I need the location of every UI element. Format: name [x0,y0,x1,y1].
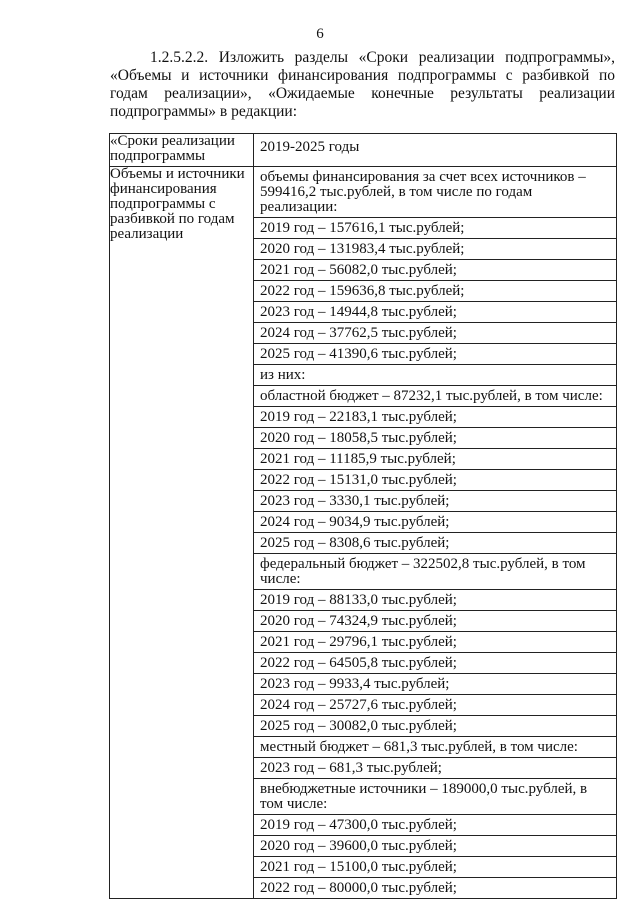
row-label: Объемы и источники финансирования подпрограммы с разбивкой по годам реализации [110,166,245,242]
funding-line: 2024 год – 25727,6 тыс.рублей; [254,695,616,716]
funding-line: 2024 год – 9034,9 тыс.рублей; [254,512,616,533]
funding-line: 2024 год – 37762,5 тыс.рублей; [254,323,616,344]
program-parameters-table [109,133,617,899]
funding-line: местный бюджет – 681,3 тыс.рублей, в том числе: [254,737,616,758]
funding-line: внебюджетные источники – 189000,0 тыс.рублей, в том числе: [254,779,616,815]
funding-line: 2025 год – 8308,6 тыс.рублей; [254,533,616,554]
funding-line: 2019 год – 157616,1 тыс.рублей; [254,218,616,239]
funding-line: объемы финансирования за счет всех источников – 599416,2 тыс.рублей, в том числе по годам реализации: [254,167,616,218]
funding-line: 2022 год – 64505,8 тыс.рублей; [254,653,616,674]
row-label-cell [110,167,254,899]
funding-line: 2023 год – 9933,4 тыс.рублей; [254,674,616,695]
funding-line: 2022 год – 159636,8 тыс.рублей; [254,281,616,302]
funding-line: 2021 год – 29796,1 тыс.рублей; [254,632,616,653]
intro-paragraph-block [110,49,615,121]
funding-line: 2019 год – 22183,1 тыс.рублей; [254,407,616,428]
funding-line: 2020 год – 39600,0 тыс.рублей; [254,836,616,857]
funding-line: 2025 год – 30082,0 тыс.рублей; [254,716,616,737]
funding-line: 2020 год – 131983,4 тыс.рублей; [254,239,616,260]
funding-line: 2021 год – 56082,0 тыс.рублей; [254,260,616,281]
funding-line: 2023 год – 681,3 тыс.рублей; [254,758,616,779]
funding-line: 2020 год – 18058,5 тыс.рублей; [254,428,616,449]
funding-line: из них: [254,365,616,386]
table-row [110,134,617,167]
funding-line: федеральный бюджет – 322502,8 тыс.рублей, в том числе: [254,554,616,590]
funding-line: 2023 год – 3330,1 тыс.рублей; [254,491,616,512]
intro-paragraph: 1.2.5.2.2. Изложить разделы «Сроки реализации подпрограммы», «Объемы и источники финансирования подпрограммы с разбивкой по годам реализации», «Ожидаемые конечные результаты реализации подпрограммы» в редакции: [110,49,615,120]
page-number: 6 [316,26,324,42]
funding-line: 2019 год – 47300,0 тыс.рублей; [254,815,616,836]
row-label-cell [110,134,254,167]
funding-line: 2023 год – 14944,8 тыс.рублей; [254,302,616,323]
row-value: 2019-2025 годы [260,139,360,155]
funding-line: 2022 год – 15131,0 тыс.рублей; [254,470,616,491]
funding-line: 2019 год – 88133,0 тыс.рублей; [254,590,616,611]
funding-line: 2021 год – 11185,9 тыс.рублей; [254,449,616,470]
table-row [110,167,617,899]
row-value-cell [254,134,617,167]
funding-line: областной бюджет – 87232,1 тыс.рублей, в том числе: [254,386,616,407]
funding-line: 2021 год – 15100,0 тыс.рублей; [254,857,616,878]
funding-line: 2022 год – 80000,0 тыс.рублей; [260,880,457,896]
funding-line: 2020 год – 74324,9 тыс.рублей; [254,611,616,632]
funding-lines-cell [254,167,617,899]
row-label: «Сроки реализации подпрограммы [110,133,235,164]
funding-line: 2025 год – 41390,6 тыс.рублей; [254,344,616,365]
